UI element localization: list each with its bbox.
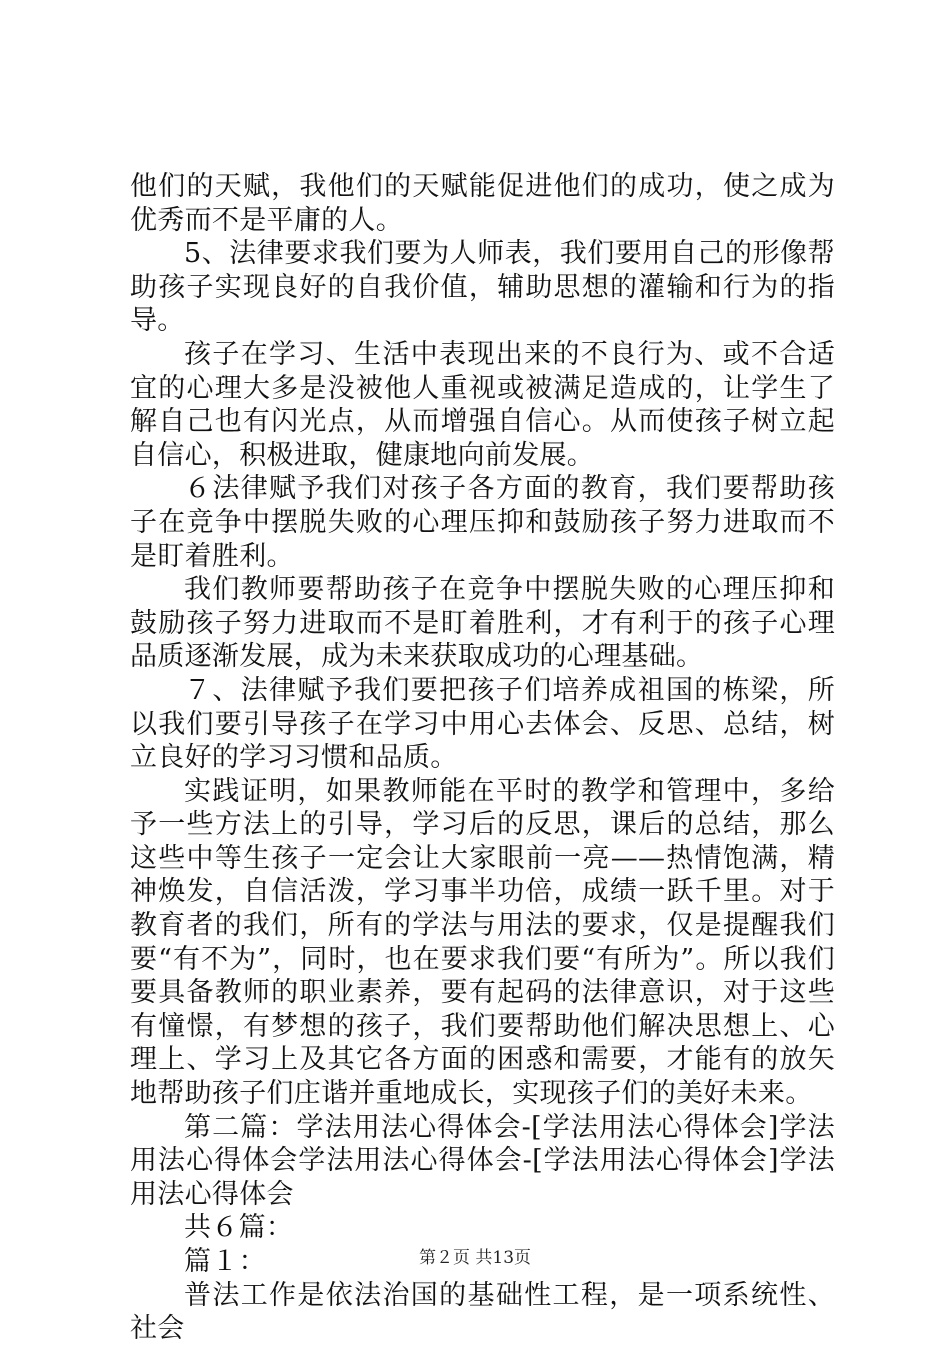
section-heading: 第二篇：学法用法心得体会-[学法用法心得体会]学法用法心得体会学法用法心得体会-[学法用法心得体会]学法用法心得体会 bbox=[130, 1111, 835, 1210]
page-number-footer: 第２页 共13页 bbox=[418, 1248, 532, 1268]
paragraph-final: 普法工作是依法治国的基础性工程，是一项系统性、社会 bbox=[130, 1279, 835, 1345]
paragraph-4: ６法律赋予我们对孩子各方面的教育，我们要帮助孩子在竞争中摆脱失败的心理压抑和鼓励孩子努力进取而不是盯着胜利。 bbox=[130, 473, 835, 572]
paragraph-5: 我们教师要帮助孩子在竞争中摆脱失败的心理压抑和鼓励孩子努力进取而不是盯着胜利，才有利于的孩子心理品质逐渐发展，成为未来获取成功的心理基础。 bbox=[130, 574, 835, 673]
document-body bbox=[130, 170, 835, 1346]
paragraph-2: 5、法律要求我们要为人师表，我们要用自己的形像帮助孩子实现良好的自我价值，辅助思想的灌输和行为的指导。 bbox=[130, 238, 835, 337]
article-count: 共６篇： bbox=[184, 1212, 294, 1244]
paragraph-6: ７、法律赋予我们要把孩子们培养成祖国的栋梁，所以我们要引导孩子在学习中用心去体会、反思、总结，树立良好的学习习惯和品质。 bbox=[130, 674, 835, 774]
paragraph-3: 孩子在学习、生活中表现出来的不良行为、或不合适宜的心理大多是没被他人重视或被满足造成的，让学生了解自己也有闪光点，从而增强自信心。从而使孩子树立起自信心，积极进取，健康地向前发展。 bbox=[130, 338, 835, 471]
paragraph-7: 实践证明，如果教师能在平时的教学和管理中，多给予一些方法上的引导，学习后的反思，课后的总结，那么这些中等生孩子一定会让大家眼前一亮——热情饱满，精神焕发，自信活泼，学习事半功倍，成绩一跃千里。对于教育者的我们，所有的学法与用法的要求，仅是提醒我们要“有不为”，同时，也在要求我们要“有所为”。所以我们要具备教师的职业素养，要有起码的法律意识，对于这些有憧憬，有梦想的孩子，我们要帮助他们解决思想上、心理上、学习上及其它各方面的困惑和需要，才能有的放矢地帮助孩子们庄谐并重地成长，实现孩子们的美好未来。 bbox=[130, 775, 835, 1110]
article-label: 篇１： bbox=[184, 1246, 266, 1277]
paragraph-1: 他们的天赋，我他们的天赋能促进他们的成功，使之成为优秀而不是平庸的人。 bbox=[130, 171, 835, 236]
